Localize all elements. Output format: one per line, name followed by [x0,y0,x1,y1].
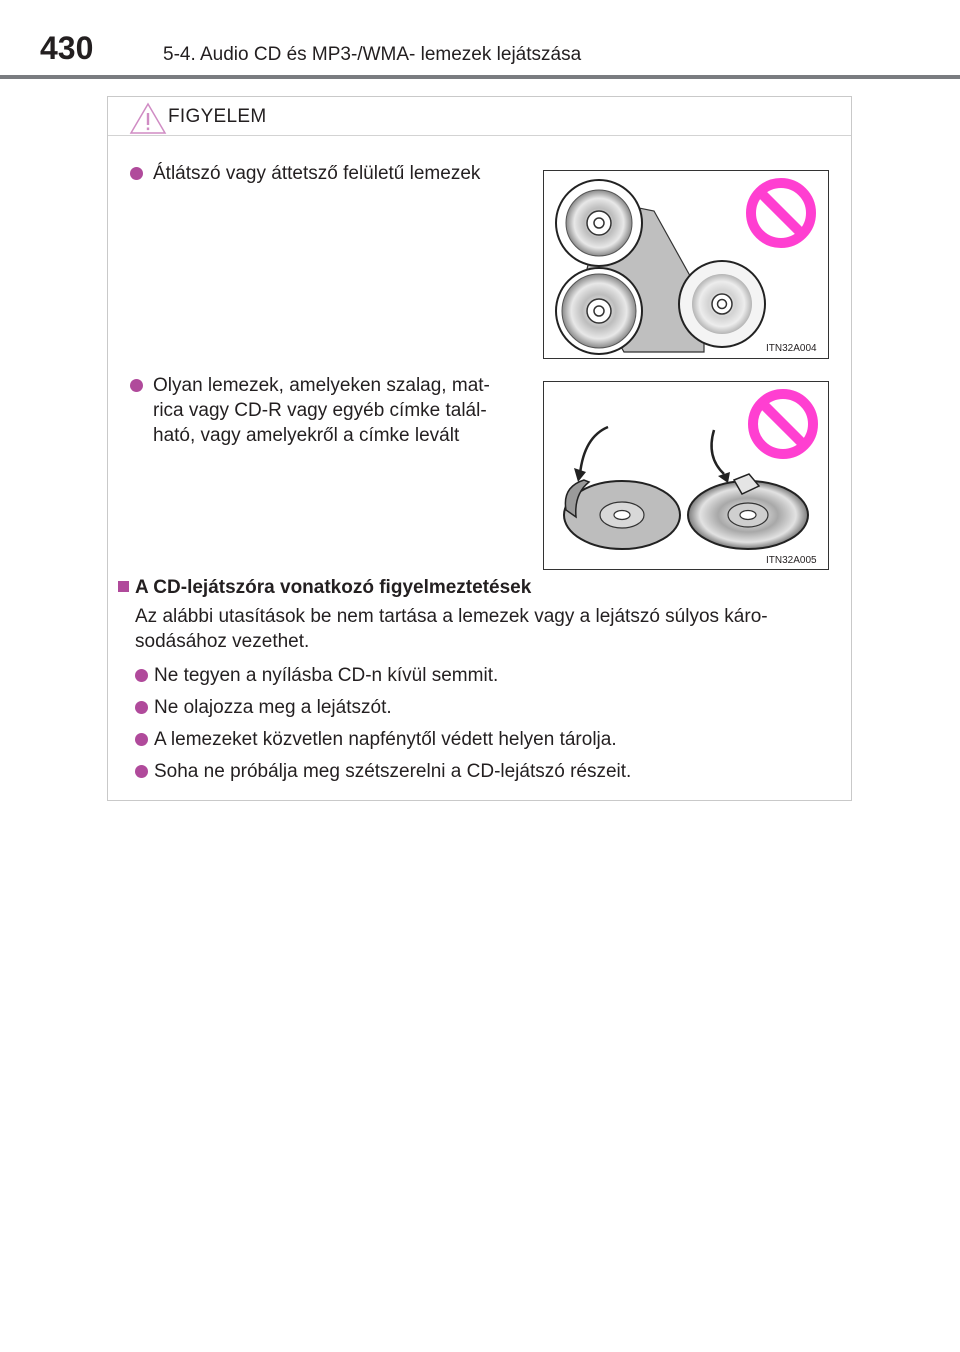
section-bullet: A lemezeket közvetlen napfénytől védett helyen tárolja. [154,729,617,750]
bullet-dot [135,765,148,778]
figure-labeled-discs [543,381,829,570]
warning-triangle-icon [128,101,168,135]
figure-transparent-discs [543,170,829,359]
page-header [0,0,960,80]
bullet-dot [135,733,148,746]
figure-code: ITN32A004 [766,343,817,354]
item-text-line: ható, vagy amelyekről a címke levált [153,425,460,446]
header-rule [0,75,960,79]
item-text-line: rica vagy CD-R vagy egyéb címke talál- [153,400,487,421]
section-square-icon [118,581,129,592]
section-bullet: Ne olajozza meg a lejátszót. [154,697,392,718]
warning-box [107,96,852,801]
no-entry-icon [753,394,813,454]
section-bullet: Soha ne próbálja meg szétszerelni a CD-lejátszó részeit. [154,761,632,782]
figure-code: ITN32A005 [766,555,817,566]
no-entry-icon [751,183,811,243]
section-heading: A CD-lejátszóra vonatkozó figyelmeztetések [135,577,532,598]
bullet-dot [135,669,148,682]
chapter-title: 5-4. Audio CD és MP3-/WMA- lemezek lejátszása [163,44,582,65]
section-intro-line: sodásához vezethet. [135,631,310,652]
bullet-dot [135,701,148,714]
section-intro-line: Az alábbi utasítások be nem tartása a lemezek vagy a lejátszó súlyos káro- [135,606,768,627]
bullet-dot [130,167,143,180]
warning-header [108,97,851,136]
page-number: 430 [40,30,94,66]
item-text: Átlátszó vagy áttetsző felületű lemezek [153,163,481,184]
bullet-dot [130,379,143,392]
warning-title: FIGYELEM [168,106,267,127]
item-text-line: Olyan lemezek, amelyeken szalag, mat- [153,375,490,396]
section-bullet: Ne tegyen a nyílásba CD-n kívül semmit. [154,665,499,686]
